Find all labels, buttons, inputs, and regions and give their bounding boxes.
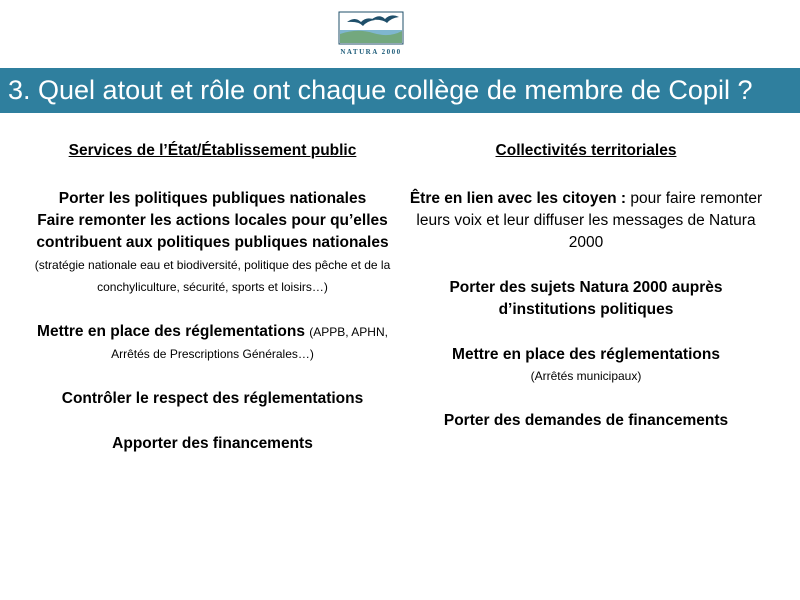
right-item-4: Porter des demandes de financements <box>443 412 729 429</box>
left-heading: Services de l’État/Établissement public <box>68 142 357 159</box>
slide-title-banner: 3. Quel atout et rôle ont chaque collège de membre de Copil ? <box>0 68 800 113</box>
left-item-4: Apporter des financements <box>112 435 313 452</box>
natura-2000-logo <box>337 8 405 58</box>
bird-logo-icon <box>337 8 405 48</box>
right-column <box>405 140 767 455</box>
left-item-1-line1: Porter les politiques publiques nationales <box>58 190 367 207</box>
right-item-3-note: (Arrêtés municipaux) <box>530 369 642 383</box>
right-item-3 <box>405 344 767 387</box>
right-item-2: Porter des sujets Natura 2000 auprès d’institutions politiques <box>449 279 723 318</box>
left-item-1 <box>30 188 395 298</box>
right-item-1-text: pour faire remonter leurs voix et leur diffuser les messages de Natura 2000 <box>416 190 763 251</box>
right-item-1 <box>405 188 767 254</box>
right-item-3-bold: Mettre en place des réglementations <box>452 346 720 363</box>
right-heading: Collectivités territoriales <box>495 142 677 159</box>
left-item-1-line2: Faire remonter les actions locales pour qu’elles contribuent aux politiques publiques nationales <box>36 212 389 251</box>
right-item-1-bold: Être en lien avec les citoyen : <box>409 190 627 207</box>
logo-text: NATURA 2000 <box>340 48 402 56</box>
left-item-3: Contrôler le respect des réglementations <box>61 390 364 407</box>
left-column <box>30 140 395 478</box>
left-item-2-bold: Mettre en place des réglementations <box>37 323 305 340</box>
left-item-2 <box>30 321 395 365</box>
left-item-1-note: (stratégie nationale eau et biodiversité, politique des pêche et de la conchyliculture, sécurité, sports et loisirs…) <box>34 258 391 294</box>
left-item-2-note: (APPB, APHN, Arrêtés de Prescriptions Générales…) <box>111 325 388 361</box>
